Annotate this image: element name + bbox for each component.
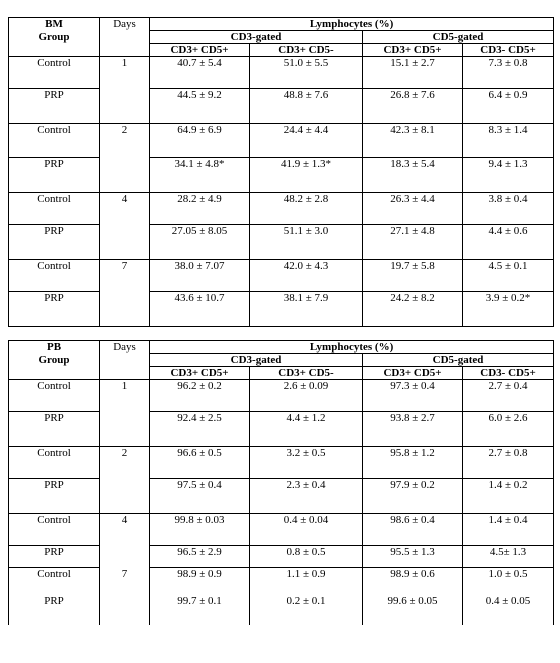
bm-row-group: Control <box>9 260 100 292</box>
bm-cd3-gated-header: CD3-gated <box>150 31 363 44</box>
bm-row-group: PRP <box>9 158 100 193</box>
pb-days-spacer-2 <box>100 367 150 380</box>
pb-cell: 96.5 ± 2.9 <box>150 546 250 568</box>
pb-cell: 98.9 ± 0.6 <box>363 568 463 595</box>
bm-cell: 26.8 ± 7.6 <box>363 89 463 124</box>
bm-cell: 41.9 ± 1.3* <box>250 158 363 193</box>
pb-cell: 0.8 ± 0.5 <box>250 546 363 568</box>
pb-group-spacer <box>9 367 100 380</box>
bm-cell: 18.3 ± 5.4 <box>363 158 463 193</box>
pb-row-group: Control <box>9 447 100 479</box>
pb-col-cd3p-cd5p: CD3+ CD5+ <box>150 367 250 380</box>
bm-cell: 48.2 ± 2.8 <box>250 193 363 225</box>
pb-row-day: 1 <box>100 380 150 412</box>
pb-row-group: Control <box>9 514 100 546</box>
bm-cell: 38.1 ± 7.9 <box>250 292 363 327</box>
pb-cell: 1.1 ± 0.9 <box>250 568 363 595</box>
bm-row-group: PRP <box>9 225 100 260</box>
bm-cell: 28.2 ± 4.9 <box>150 193 250 225</box>
pb-cell: 2.7 ± 0.4 <box>463 380 554 412</box>
pb-cell: 6.0 ± 2.6 <box>463 412 554 447</box>
bm-row-day: 4 <box>100 193 150 225</box>
pb-cell: 95.8 ± 1.2 <box>363 447 463 479</box>
bm-cell: 51.1 ± 3.0 <box>250 225 363 260</box>
bm-cell: 34.1 ± 4.8* <box>150 158 250 193</box>
pb-row-group: PRP <box>9 546 100 568</box>
pb-cell: 0.4 ± 0.05 <box>463 595 554 625</box>
pb-row-group: PRP <box>9 595 100 625</box>
table-row <box>9 260 554 292</box>
bm-cell: 4.4 ± 0.6 <box>463 225 554 260</box>
pb-cell: 97.5 ± 0.4 <box>150 479 250 514</box>
table-row <box>9 292 554 327</box>
bm-days-spacer <box>100 31 150 44</box>
pb-cell: 2.6 ± 0.09 <box>250 380 363 412</box>
pb-cell: 1.4 ± 0.2 <box>463 479 554 514</box>
table-row <box>9 568 554 595</box>
table-row <box>9 412 554 447</box>
table-row <box>9 57 554 89</box>
pb-cell: 96.2 ± 0.2 <box>150 380 250 412</box>
pb-cell: 1.0 ± 0.5 <box>463 568 554 595</box>
bm-cell: 42.0 ± 4.3 <box>250 260 363 292</box>
pb-cell: 97.9 ± 0.2 <box>363 479 463 514</box>
bm-cell: 24.4 ± 4.4 <box>250 124 363 158</box>
pb-row-day <box>100 595 150 625</box>
bm-row-day <box>100 89 150 124</box>
bm-cell: 19.7 ± 5.8 <box>363 260 463 292</box>
bm-cell: 3.9 ± 0.2* <box>463 292 554 327</box>
table-row <box>9 89 554 124</box>
pb-cell: 99.7 ± 0.1 <box>150 595 250 625</box>
pb-cell: 96.6 ± 0.5 <box>150 447 250 479</box>
pb-cell: 98.6 ± 0.4 <box>363 514 463 546</box>
pb-cell: 97.3 ± 0.4 <box>363 380 463 412</box>
pb-cell: 95.5 ± 1.3 <box>363 546 463 568</box>
pb-cell: 92.4 ± 2.5 <box>150 412 250 447</box>
pb-group-header-2: Group <box>9 354 100 367</box>
pb-cd3-gated-header: CD3-gated <box>150 354 363 367</box>
pb-group-header: PB <box>9 341 100 354</box>
table-row <box>9 447 554 479</box>
bm-cell: 51.0 ± 5.5 <box>250 57 363 89</box>
pb-row-day <box>100 546 150 568</box>
table-row <box>9 225 554 260</box>
bm-row-group: PRP <box>9 292 100 327</box>
bm-row-day <box>100 158 150 193</box>
bm-cell: 43.6 ± 10.7 <box>150 292 250 327</box>
table-row <box>9 158 554 193</box>
bm-group-spacer <box>9 44 100 57</box>
pb-cell: 93.8 ± 2.7 <box>363 412 463 447</box>
bm-row-group: Control <box>9 57 100 89</box>
bm-cell: 6.4 ± 0.9 <box>463 89 554 124</box>
bm-days-spacer-2 <box>100 44 150 57</box>
bm-row-group: Control <box>9 124 100 158</box>
bm-cell: 44.5 ± 9.2 <box>150 89 250 124</box>
bm-row-day <box>100 225 150 260</box>
bm-cell: 26.3 ± 4.4 <box>363 193 463 225</box>
bm-row-day: 7 <box>100 260 150 292</box>
pb-col-cd3p-cd5n: CD3+ CD5- <box>250 367 363 380</box>
bm-cell: 40.7 ± 5.4 <box>150 57 250 89</box>
pb-cell: 0.2 ± 0.1 <box>250 595 363 625</box>
bm-cell: 9.4 ± 1.3 <box>463 158 554 193</box>
table-row <box>9 514 554 546</box>
pb-col-cd3n-cd5p: CD3- CD5+ <box>463 367 554 380</box>
pb-row-day: 4 <box>100 514 150 546</box>
bm-days-header: Days <box>100 18 150 31</box>
bm-cell: 24.2 ± 8.2 <box>363 292 463 327</box>
pb-days-header: Days <box>100 341 150 354</box>
bm-cell: 64.9 ± 6.9 <box>150 124 250 158</box>
pb-cell: 1.4 ± 0.4 <box>463 514 554 546</box>
pb-cell: 3.2 ± 0.5 <box>250 447 363 479</box>
pb-row-day <box>100 412 150 447</box>
table-row <box>9 546 554 568</box>
pb-cell: 0.4 ± 0.04 <box>250 514 363 546</box>
bm-group-header: BM <box>9 18 100 31</box>
table-row <box>9 193 554 225</box>
pb-row-group: PRP <box>9 479 100 514</box>
pb-row-day: 2 <box>100 447 150 479</box>
bm-cell: 7.3 ± 0.8 <box>463 57 554 89</box>
bm-cell: 27.05 ± 8.05 <box>150 225 250 260</box>
bm-cell: 27.1 ± 4.8 <box>363 225 463 260</box>
bm-group-header-2: Group <box>9 31 100 44</box>
bm-cell: 38.0 ± 7.07 <box>150 260 250 292</box>
pb-cell: 99.8 ± 0.03 <box>150 514 250 546</box>
bm-row-day: 1 <box>100 57 150 89</box>
bm-row-day <box>100 292 150 327</box>
pb-cell: 99.6 ± 0.05 <box>363 595 463 625</box>
bm-cell: 4.5 ± 0.1 <box>463 260 554 292</box>
pb-days-spacer <box>100 354 150 367</box>
bm-col-cd3n-cd5p: CD3- CD5+ <box>463 44 554 57</box>
table-row <box>9 479 554 514</box>
bm-col-cd3p-cd5n: CD3+ CD5- <box>250 44 363 57</box>
bm-cell: 3.8 ± 0.4 <box>463 193 554 225</box>
pb-row-group: Control <box>9 380 100 412</box>
bm-row-group: Control <box>9 193 100 225</box>
pb-cell: 4.5± 1.3 <box>463 546 554 568</box>
pb-cd5-gated-header: CD5-gated <box>363 354 554 367</box>
bm-cell: 48.8 ± 7.6 <box>250 89 363 124</box>
table-row <box>9 124 554 158</box>
pb-row-group: PRP <box>9 412 100 447</box>
bm-row-group: PRP <box>9 89 100 124</box>
pb-row-day <box>100 479 150 514</box>
pb-cell: 4.4 ± 1.2 <box>250 412 363 447</box>
pb-col-cd3p-cd5p-b: CD3+ CD5+ <box>363 367 463 380</box>
pb-lymphocytes-header: Lymphocytes (%) <box>150 341 554 354</box>
pb-row-day: 7 <box>100 568 150 595</box>
bm-lymphocytes-header: Lymphocytes (%) <box>150 18 554 31</box>
pb-cell: 2.7 ± 0.8 <box>463 447 554 479</box>
table-row <box>9 595 554 625</box>
bm-col-cd3p-cd5p: CD3+ CD5+ <box>150 44 250 57</box>
pb-row-group: Control <box>9 568 100 595</box>
pb-cell: 98.9 ± 0.9 <box>150 568 250 595</box>
bm-cell: 15.1 ± 2.7 <box>363 57 463 89</box>
bm-lymphocyte-table <box>8 17 554 327</box>
bm-cd5-gated-header: CD5-gated <box>363 31 554 44</box>
pb-lymphocyte-table <box>8 340 554 625</box>
bm-cell: 8.3 ± 1.4 <box>463 124 554 158</box>
bm-col-cd3p-cd5p-b: CD3+ CD5+ <box>363 44 463 57</box>
table-row <box>9 380 554 412</box>
pb-cell: 2.3 ± 0.4 <box>250 479 363 514</box>
bm-cell: 42.3 ± 8.1 <box>363 124 463 158</box>
bm-row-day: 2 <box>100 124 150 158</box>
